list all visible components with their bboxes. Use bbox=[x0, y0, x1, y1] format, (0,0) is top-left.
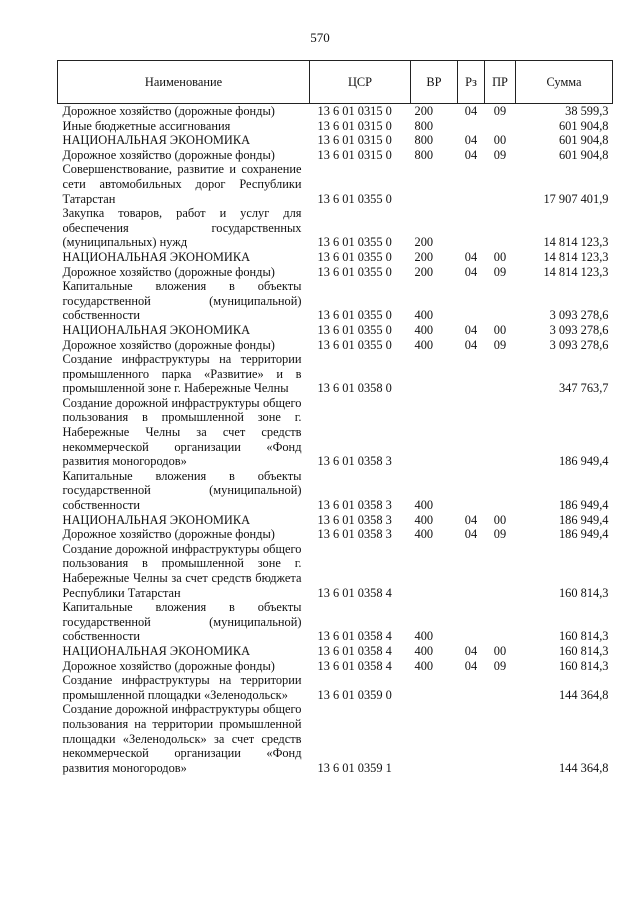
row-name: Создание инфраструктуры на территории промышленного парка «Развитие» и в промышленной зоне г. Набережные Челны bbox=[62, 352, 302, 396]
row-csr: 13 6 01 0355 0 bbox=[317, 337, 392, 352]
row-rz bbox=[458, 542, 485, 600]
row-sum: 144 364,8 bbox=[558, 687, 609, 702]
row-name: НАЦИОНАЛЬНАЯ ЭКОНОМИКА bbox=[62, 643, 251, 658]
row-rz: 04 bbox=[464, 527, 478, 542]
column-header-vr: ВР bbox=[411, 61, 458, 104]
row-csr: 13 6 01 0358 3 bbox=[317, 527, 392, 542]
row-rz: 04 bbox=[464, 512, 478, 527]
row-pr bbox=[485, 279, 516, 323]
table-row bbox=[58, 396, 613, 469]
row-pr bbox=[485, 162, 516, 206]
table-row bbox=[58, 600, 613, 644]
row-csr: 13 6 01 0358 3 bbox=[317, 498, 392, 513]
row-name: НАЦИОНАЛЬНАЯ ЭКОНОМИКА bbox=[62, 322, 251, 337]
row-csr: 13 6 01 0355 0 bbox=[317, 308, 392, 323]
table-body bbox=[58, 104, 613, 776]
row-name: Совершенствование, развитие и сохранение сети автомобильных дорог Республики Татарстан bbox=[62, 162, 302, 206]
row-csr: 13 6 01 0315 0 bbox=[317, 118, 392, 133]
row-csr: 13 6 01 0355 0 bbox=[317, 235, 392, 250]
row-vr: 400 bbox=[414, 658, 434, 673]
row-sum: 160 814,3 bbox=[558, 585, 609, 600]
row-vr: 400 bbox=[414, 322, 434, 337]
row-rz bbox=[458, 279, 485, 323]
row-csr: 13 6 01 0358 4 bbox=[317, 629, 392, 644]
column-header-name: Наименование bbox=[58, 61, 310, 104]
row-rz: 04 bbox=[464, 147, 478, 162]
row-csr: 13 6 01 0355 0 bbox=[317, 249, 392, 264]
column-header-rz: Рз bbox=[458, 61, 485, 104]
row-vr bbox=[411, 162, 458, 206]
row-csr: 13 6 01 0358 3 bbox=[317, 454, 392, 469]
table-row bbox=[58, 104, 613, 119]
table-row bbox=[58, 527, 613, 542]
table-header bbox=[58, 61, 613, 104]
row-pr bbox=[485, 673, 516, 702]
table-row bbox=[58, 133, 613, 148]
table-row bbox=[58, 206, 613, 250]
row-pr bbox=[485, 702, 516, 775]
table-row bbox=[58, 323, 613, 338]
row-rz bbox=[458, 396, 485, 469]
row-pr: 00 bbox=[493, 133, 507, 148]
row-sum: 186 949,4 bbox=[558, 512, 609, 527]
row-csr: 13 6 01 0359 0 bbox=[317, 687, 392, 702]
row-sum: 347 763,7 bbox=[558, 381, 609, 396]
row-csr: 13 6 01 0358 4 bbox=[317, 658, 392, 673]
table-row bbox=[58, 702, 613, 775]
row-vr bbox=[411, 702, 458, 775]
budget-table bbox=[57, 60, 613, 775]
row-rz: 04 bbox=[464, 264, 478, 279]
row-pr: 00 bbox=[493, 322, 507, 337]
row-rz: 04 bbox=[464, 322, 478, 337]
row-vr bbox=[411, 396, 458, 469]
row-rz bbox=[458, 673, 485, 702]
row-pr: 09 bbox=[493, 658, 507, 673]
row-vr: 800 bbox=[414, 147, 434, 162]
row-vr: 200 bbox=[414, 104, 434, 118]
row-vr: 200 bbox=[414, 264, 434, 279]
row-vr bbox=[411, 352, 458, 396]
row-name: НАЦИОНАЛЬНАЯ ЭКОНОМИКА bbox=[62, 133, 251, 148]
table-row bbox=[58, 673, 613, 702]
row-sum: 38 599,3 bbox=[565, 104, 609, 118]
row-name: Дорожное хозяйство (дорожные фонды) bbox=[62, 658, 275, 673]
row-name: Создание дорожной инфраструктуры общего пользования на территории промышленной площадки «Зеленодольск» за счет средств некоммерческой организации «Фонд развития моногородов» bbox=[62, 702, 302, 775]
row-sum: 601 904,8 bbox=[558, 118, 609, 133]
row-pr bbox=[485, 206, 516, 250]
row-name: Капитальные вложения в объекты государственной (муниципальной) собственности bbox=[62, 600, 302, 644]
table-row bbox=[58, 644, 613, 659]
row-csr: 13 6 01 0358 0 bbox=[317, 381, 392, 396]
row-rz bbox=[458, 162, 485, 206]
row-csr: 13 6 01 0355 0 bbox=[317, 191, 392, 206]
row-pr: 00 bbox=[493, 643, 507, 658]
row-csr: 13 6 01 0315 0 bbox=[317, 147, 392, 162]
row-sum: 601 904,8 bbox=[558, 133, 609, 148]
row-rz bbox=[458, 600, 485, 644]
row-pr: 00 bbox=[493, 249, 507, 264]
table-row bbox=[58, 338, 613, 353]
row-vr: 200 bbox=[414, 235, 434, 250]
row-vr: 400 bbox=[414, 308, 434, 323]
row-vr: 400 bbox=[414, 337, 434, 352]
table-row bbox=[58, 148, 613, 163]
row-pr: 00 bbox=[493, 512, 507, 527]
table-row bbox=[58, 162, 613, 206]
row-name: Создание дорожной инфраструктуры общего пользования в промышленной зоне г. Набережные Челны за счет средств бюджета Республики Татарстан bbox=[62, 541, 302, 600]
row-name: Закупка товаров, работ и услуг для обеспечения государственных (муниципальных) нужд bbox=[62, 206, 302, 250]
row-sum: 160 814,3 bbox=[558, 629, 609, 644]
row-pr: 09 bbox=[493, 264, 507, 279]
row-csr: 13 6 01 0358 4 bbox=[317, 585, 392, 600]
row-rz: 04 bbox=[464, 658, 478, 673]
row-sum: 160 814,3 bbox=[558, 643, 609, 658]
row-name: Дорожное хозяйство (дорожные фонды) bbox=[62, 527, 275, 542]
row-rz: 04 bbox=[464, 337, 478, 352]
row-vr: 400 bbox=[414, 629, 434, 644]
row-sum: 144 364,8 bbox=[558, 760, 609, 775]
row-sum: 14 814 123,3 bbox=[543, 249, 609, 264]
table-row bbox=[58, 279, 613, 323]
row-vr: 800 bbox=[414, 118, 434, 133]
row-rz: 04 bbox=[464, 104, 478, 118]
row-csr: 13 6 01 0355 0 bbox=[317, 322, 392, 337]
row-name: Дорожное хозяйство (дорожные фонды) bbox=[62, 104, 275, 118]
row-sum: 186 949,4 bbox=[558, 454, 609, 469]
row-csr: 13 6 01 0358 3 bbox=[317, 512, 392, 527]
row-rz: 04 bbox=[464, 249, 478, 264]
row-csr: 13 6 01 0315 0 bbox=[317, 133, 392, 148]
row-pr bbox=[485, 396, 516, 469]
row-name: Дорожное хозяйство (дорожные фонды) bbox=[62, 147, 275, 162]
row-vr: 200 bbox=[414, 249, 434, 264]
table-row bbox=[58, 119, 613, 134]
row-name: НАЦИОНАЛЬНАЯ ЭКОНОМИКА bbox=[62, 512, 251, 527]
column-header-csr: ЦСР bbox=[310, 61, 411, 104]
row-vr: 800 bbox=[414, 133, 434, 148]
row-name: НАЦИОНАЛЬНАЯ ЭКОНОМИКА bbox=[62, 249, 251, 264]
row-vr: 400 bbox=[414, 512, 434, 527]
row-pr bbox=[485, 352, 516, 396]
row-name: Дорожное хозяйство (дорожные фонды) bbox=[62, 337, 275, 352]
row-pr bbox=[485, 600, 516, 644]
row-csr: 13 6 01 0358 4 bbox=[317, 643, 392, 658]
row-csr: 13 6 01 0315 0 bbox=[317, 104, 392, 118]
row-sum: 14 814 123,3 bbox=[543, 264, 609, 279]
table-row bbox=[58, 542, 613, 600]
row-pr: 09 bbox=[493, 527, 507, 542]
table-row bbox=[58, 250, 613, 265]
row-csr: 13 6 01 0355 0 bbox=[317, 264, 392, 279]
row-pr: 09 bbox=[493, 337, 507, 352]
row-pr: 09 bbox=[493, 104, 507, 118]
row-vr bbox=[411, 542, 458, 600]
row-rz bbox=[458, 702, 485, 775]
row-sum: 3 093 278,6 bbox=[549, 337, 609, 352]
row-rz bbox=[458, 469, 485, 513]
row-pr bbox=[485, 119, 516, 134]
row-name: Капитальные вложения в объекты государственной (муниципальной) собственности bbox=[62, 279, 302, 323]
row-name: Дорожное хозяйство (дорожные фонды) bbox=[62, 264, 275, 279]
row-rz bbox=[458, 119, 485, 134]
row-csr: 13 6 01 0359 1 bbox=[317, 760, 392, 775]
row-sum: 601 904,8 bbox=[558, 147, 609, 162]
row-sum: 186 949,4 bbox=[558, 527, 609, 542]
row-name: Создание инфраструктуры на территории промышленной площадки «Зеленодольск» bbox=[62, 673, 302, 702]
table-row bbox=[58, 513, 613, 528]
row-sum: 3 093 278,6 bbox=[549, 322, 609, 337]
row-pr bbox=[485, 469, 516, 513]
column-header-sum: Сумма bbox=[516, 61, 613, 104]
table-row bbox=[58, 469, 613, 513]
row-sum: 14 814 123,3 bbox=[543, 235, 609, 250]
row-pr: 09 bbox=[493, 147, 507, 162]
table-row bbox=[58, 265, 613, 280]
row-vr: 400 bbox=[414, 643, 434, 658]
row-sum: 3 093 278,6 bbox=[549, 308, 609, 323]
row-sum: 186 949,4 bbox=[558, 498, 609, 513]
row-vr bbox=[411, 673, 458, 702]
row-sum: 160 814,3 bbox=[558, 658, 609, 673]
row-pr bbox=[485, 542, 516, 600]
row-rz: 04 bbox=[464, 133, 478, 148]
row-vr: 400 bbox=[414, 498, 434, 513]
row-rz: 04 bbox=[464, 643, 478, 658]
row-rz bbox=[458, 352, 485, 396]
row-rz bbox=[458, 206, 485, 250]
row-name: Создание дорожной инфраструктуры общего пользования в промышленной зоне г. Набережные Челны за счет средств некоммерческой организации «Фонд развития моногородов» bbox=[62, 395, 302, 469]
page-number: 570 bbox=[310, 30, 330, 45]
row-name: Иные бюджетные ассигнования bbox=[62, 118, 231, 133]
row-name: Капитальные вложения в объекты государственной (муниципальной) собственности bbox=[62, 468, 302, 513]
table-row bbox=[58, 659, 613, 674]
row-sum: 17 907 401,9 bbox=[543, 191, 609, 206]
row-vr: 400 bbox=[414, 527, 434, 542]
table-row bbox=[58, 352, 613, 396]
column-header-pr: ПР bbox=[485, 61, 516, 104]
